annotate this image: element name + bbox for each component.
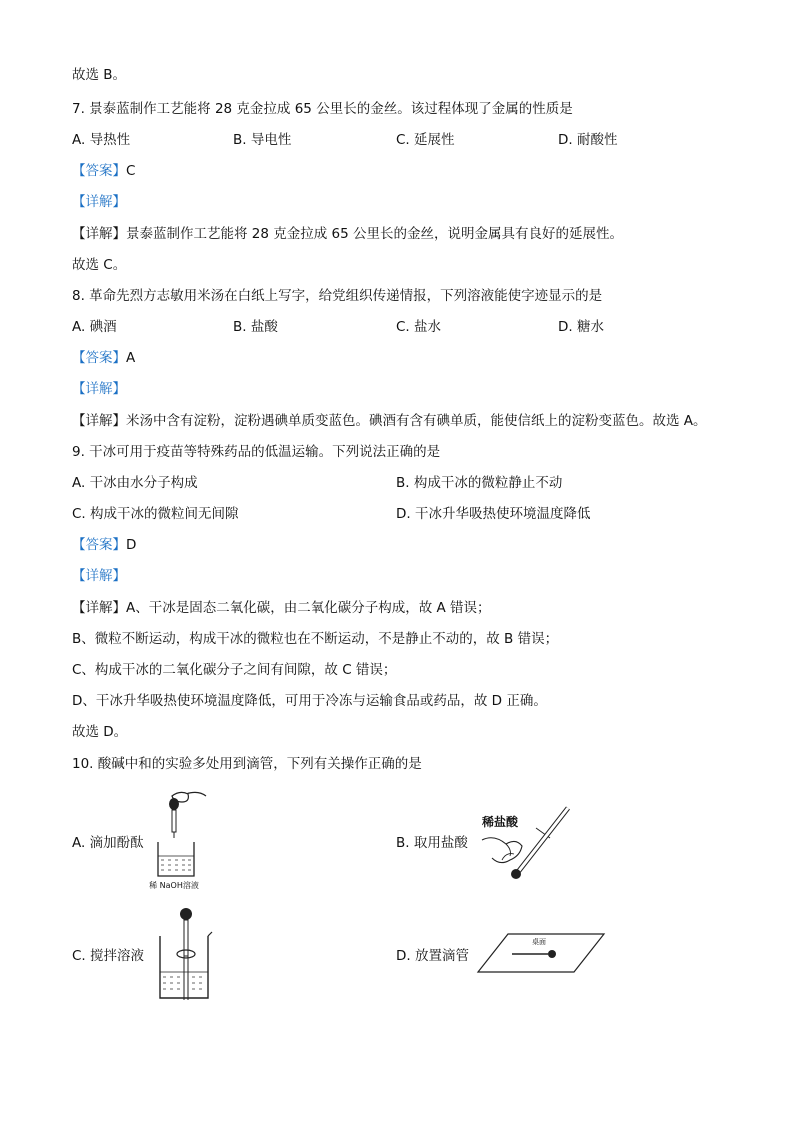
q9-option-b: B. 构成干冰的微粒静止不动 — [396, 475, 563, 491]
q10-option-a: A. 滴加酚酞 — [72, 835, 144, 851]
question-8-stem: 8. 革命先烈方志敏用米汤在白纸上写字，给党组织传递情报，下列溶液能使字迹显示的是 — [72, 288, 603, 304]
q9-answer: 【答案】D — [72, 537, 137, 553]
figure-a-dropper-beaker — [146, 786, 218, 892]
q9-option-a: A. 干冰由水分子构成 — [72, 475, 198, 491]
q9-option-d: D. 干冰升华吸热使环境温度降低 — [396, 506, 591, 522]
q7-option-c: C. 延展性 — [396, 132, 455, 148]
figure-a-caption: 稀 NaOH溶液 — [149, 881, 199, 890]
figure-d-table-dropper — [474, 930, 608, 976]
conclusion-q6: 故选 B。 — [72, 67, 127, 83]
q9-option-c: C. 构成干冰的微粒间无间隙 — [72, 506, 239, 522]
question-7-stem: 7. 景泰蓝制作工艺能将 28 克金拉成 65 公里长的金丝。该过程体现了金属的性质是 — [72, 101, 573, 117]
q9-detail-line-2: B、微粒不断运动，构成干冰的微粒也在不断运动，不是静止不动的，故 B 错误； — [72, 631, 559, 647]
figure-b-label: 稀盐酸 — [482, 815, 519, 829]
q8-option-a: A. 碘酒 — [72, 319, 117, 335]
q7-detail: 【详解】景泰蓝制作工艺能将 28 克金拉成 65 公里长的金丝，说明金属具有良好的延展性。 — [72, 226, 624, 242]
q8-detail-heading: 【详解】 — [72, 381, 126, 397]
q7-option-b: B. 导电性 — [233, 132, 292, 148]
figure-c-stirring-beaker — [156, 906, 216, 1004]
figure-d-label: 桌面 — [532, 938, 546, 946]
q7-detail-heading: 【详解】 — [72, 194, 126, 210]
q9-detail-line-1: 【详解】A、干冰是固态二氧化碳，由二氧化碳分子构成，故 A 错误； — [72, 600, 491, 616]
q7-answer: 【答案】C — [72, 163, 136, 179]
q10-option-b: B. 取用盐酸 — [396, 835, 468, 851]
q8-option-b: B. 盐酸 — [233, 319, 278, 335]
q7-option-a: A. 导热性 — [72, 132, 131, 148]
q9-detail-heading: 【详解】 — [72, 568, 126, 584]
q10-option-c: C. 搅拌溶液 — [72, 948, 145, 964]
q9-conclusion: 故选 D。 — [72, 724, 128, 740]
q9-detail-line-3: C、构成干冰的二氧化碳分子之间有间隙，故 C 错误； — [72, 662, 397, 678]
q7-conclusion: 故选 C。 — [72, 257, 127, 273]
q10-option-d: D. 放置滴管 — [396, 948, 469, 964]
q8-option-c: C. 盐水 — [396, 319, 442, 335]
q9-detail-line-4: D、干冰升华吸热使环境温度降低，可用于冷冻与运输食品或药品，故 D 正确。 — [72, 693, 547, 709]
figure-b-hand-dropper — [476, 804, 578, 886]
question-10-stem: 10. 酸碱中和的实验多处用到滴管，下列有关操作正确的是 — [72, 756, 422, 772]
q8-option-d: D. 糖水 — [558, 319, 604, 335]
q8-detail: 【详解】米汤中含有淀粉，淀粉遇碘单质变蓝色。碘酒有含有碘单质，能使信纸上的淀粉变蓝色。故选 A。 — [72, 413, 707, 429]
q8-answer: 【答案】A — [72, 350, 136, 366]
q7-option-d: D. 耐酸性 — [558, 132, 618, 148]
question-9-stem: 9. 干冰可用于疫苗等特殊药品的低温运输。下列说法正确的是 — [72, 444, 441, 460]
